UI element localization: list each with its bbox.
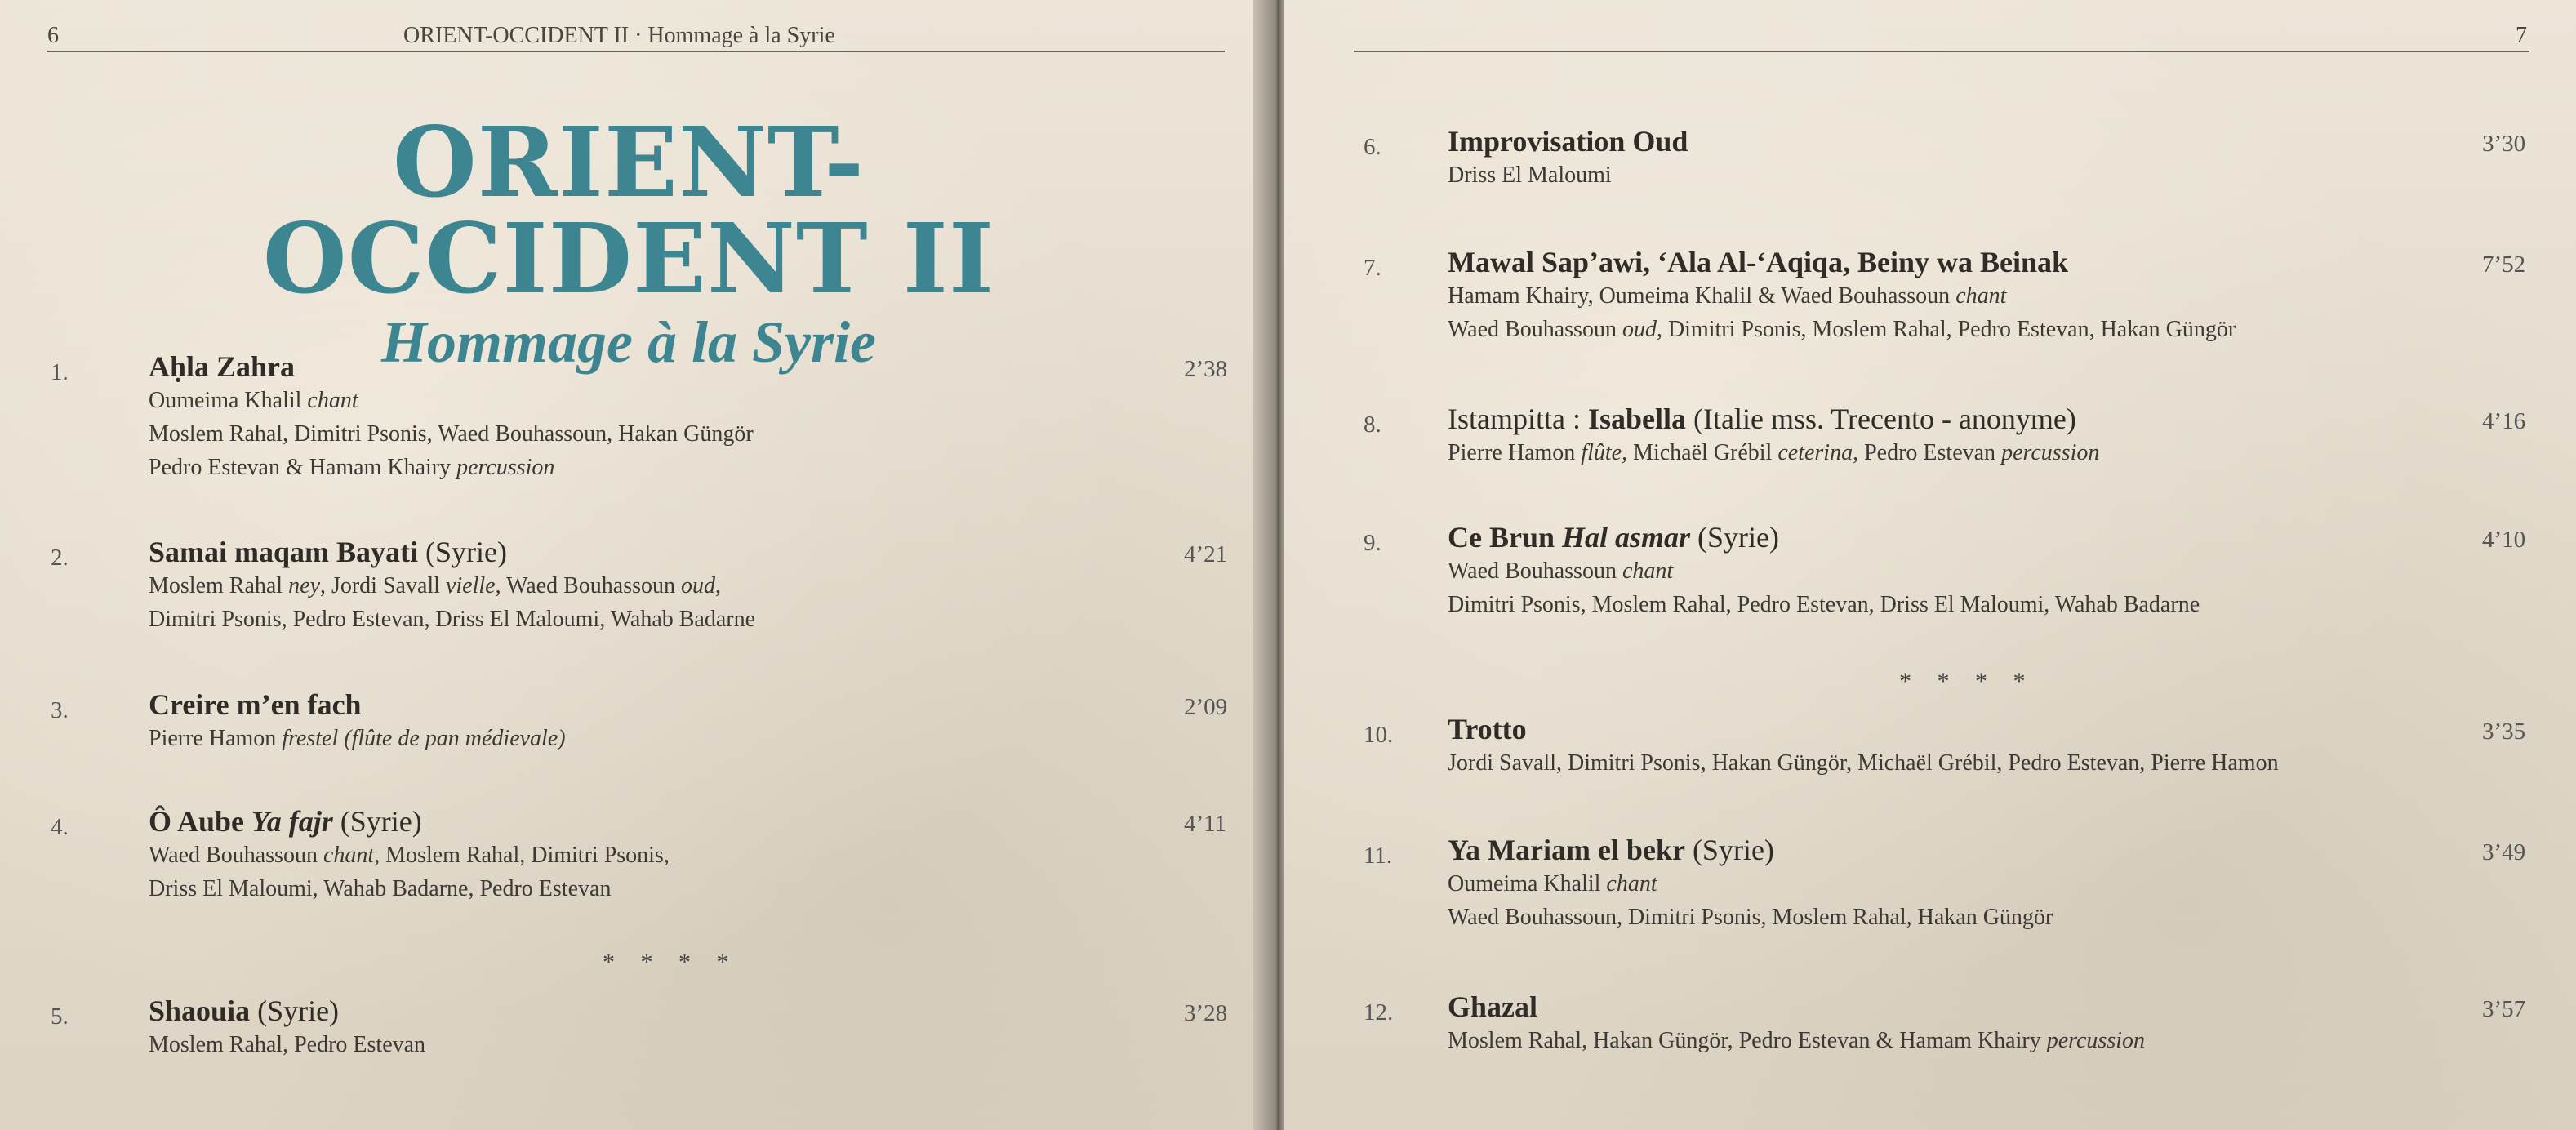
track-number: 8. (1364, 412, 1381, 438)
track-credits (1448, 746, 2279, 780)
instrument-label: percussion (2046, 1028, 2146, 1053)
credit-line (1448, 313, 2236, 346)
track-credits (149, 384, 754, 484)
track-duration: 3’30 (2482, 131, 2526, 157)
performer-text: Moslem Rahal, Pedro Estevan (149, 1032, 426, 1057)
title-segment: Aḥla Zahra (149, 350, 296, 383)
track-number: 2. (51, 545, 69, 571)
performer-text: , Dimitri Psonis, Moslem Rahal, Pedro Estevan, Hakan Güngör (1656, 317, 2236, 342)
track-title (1448, 520, 2200, 554)
title-segment: Ghazal (1448, 990, 1538, 1023)
instrument-label: ney (288, 573, 320, 598)
album-subtitle: Hommage à la Syrie (381, 309, 876, 375)
performer-text: Driss El Maloumi, Wahab Badarne, Pedro Estevan (149, 876, 612, 901)
title-segment: Ya fajr (251, 805, 333, 838)
track-title (149, 804, 670, 839)
track-credits (1448, 279, 2236, 346)
track-number: 1. (51, 359, 69, 385)
instrument-label: percussion (456, 455, 555, 480)
track-duration: 4’10 (2482, 527, 2526, 553)
performer-text: Moslem Rahal, Hakan Güngör, Pedro Estevan & Hamam Khairy (1448, 1028, 2047, 1053)
track-title (149, 994, 425, 1028)
title-segment: Shaouia (149, 994, 251, 1027)
credit-line (149, 384, 754, 417)
track-duration: 4’21 (1184, 541, 1228, 567)
title-segment: Hal asmar (1562, 521, 1691, 554)
track-body (149, 994, 425, 1061)
instrument-label: oud (1622, 317, 1657, 342)
track-duration: 7’52 (2482, 251, 2526, 278)
instrument-label: chant (323, 843, 375, 868)
performer-text: Pedro Estevan (1858, 440, 2002, 465)
track-body (149, 535, 755, 636)
performer-text: Waed Bouhassoun (149, 843, 323, 868)
right-page (1284, 0, 2576, 1130)
track-number: 3. (51, 697, 69, 723)
track-credits (149, 839, 670, 905)
track-title (1448, 990, 2145, 1024)
performer-text: Jordi Savall, Dimitri Psonis, Hakan Güngör, Michaël Grébil, Pedro Estevan, Pierre Hamon (1448, 750, 2279, 776)
title-segment: Improvisation Oud (1448, 125, 1688, 158)
credit-line (1448, 901, 2053, 934)
performer-text: Pierre Hamon (149, 726, 283, 751)
title-segment: Mawal Sap’awi, ‘Ala Al-‘Aqiqa, Beiny wa Beinak (1448, 246, 2069, 278)
track-title (1448, 712, 2279, 746)
instrument-label: percussion (2001, 440, 2100, 465)
instrument-label: flûte, (1581, 440, 1628, 465)
header-rule (47, 51, 1225, 52)
performer-text: Moslem Rahal (149, 573, 289, 598)
title-segment: Istampitta : (1448, 403, 1588, 435)
instrument-label: chant (1955, 283, 2007, 309)
track-credits (149, 569, 755, 636)
track-number: 9. (1364, 530, 1381, 556)
track-number: 4. (51, 814, 69, 840)
title-segment: Ya Mariam el bekr (1448, 834, 1685, 866)
track-title (149, 535, 755, 569)
album-title: ORIENT-OCCIDENT II (262, 105, 995, 315)
track-body (1448, 124, 1688, 192)
title-segment: Ce Brun (1448, 521, 1563, 554)
credit-line (149, 872, 670, 905)
instrument-label: ceterina, (1777, 440, 1859, 465)
track-credits (1448, 867, 2053, 934)
track-credits (149, 1028, 425, 1061)
credit-line (149, 451, 754, 484)
track-duration: 3’35 (2482, 718, 2526, 745)
track-body (1448, 520, 2200, 621)
track-title (149, 349, 754, 384)
performer-text: Dimitri Psonis, Moslem Rahal, Pedro Estevan, Driss El Maloumi, Wahab Badarne (1448, 592, 2200, 617)
performer-text: Michaël Grébil (1627, 440, 1778, 465)
instrument-label: chant (1606, 871, 1657, 896)
title-segment: (Syrie) (332, 805, 422, 838)
running-head: ORIENT-OCCIDENT II · Hommage à la Syrie (403, 23, 835, 48)
track-body (1448, 712, 2279, 780)
performer-text: Waed Bouhassoun (1448, 317, 1622, 342)
instrument-label: oud (681, 573, 716, 598)
track-duration: 3’49 (2482, 839, 2526, 865)
credit-line (1448, 436, 2099, 469)
track-credits (1448, 554, 2200, 621)
track-title (1448, 402, 2099, 436)
title-segment: (Italie mss. Trecento - anonyme) (1686, 403, 2076, 435)
track-number: 7. (1364, 255, 1381, 281)
performer-text: Pierre Hamon (1448, 440, 1582, 465)
track-number: 11. (1364, 843, 1393, 869)
track-title (1448, 833, 2053, 867)
track-credits (1448, 436, 2099, 469)
track-number: 5. (51, 1003, 69, 1030)
performer-text: Hamam Khairy, Oumeima Khalil & Waed Bouhassoun (1448, 283, 1956, 309)
credit-line (1448, 279, 2236, 313)
track-credits (149, 722, 566, 755)
track-title (1448, 245, 2236, 279)
track-body (1448, 833, 2053, 934)
credit-line (1448, 867, 2053, 901)
page-number: 7 (2516, 23, 2527, 48)
track-title (1448, 124, 1688, 158)
left-page (0, 0, 1270, 1130)
track-body (1448, 402, 2099, 469)
title-block (196, 105, 1061, 375)
credit-line (149, 417, 754, 451)
track-body (149, 804, 670, 905)
title-segment: Trotto (1448, 713, 1527, 745)
title-segment: Creire m’en fach (149, 688, 362, 721)
credit-line (149, 603, 755, 636)
title-segment: Isabella (1587, 403, 1686, 435)
performer-text: Driss El Maloumi (1448, 162, 1612, 188)
credit-line (149, 839, 670, 872)
track-duration: 3’57 (2482, 996, 2526, 1022)
page-number: 6 (47, 23, 59, 48)
track-duration: 2’38 (1184, 356, 1228, 382)
credit-line (1448, 746, 2279, 780)
instrument-label: vielle (445, 573, 496, 598)
title-segment: Ô Aube (149, 805, 252, 838)
instrument-label: chant (307, 388, 358, 413)
title-segment: (Syrie) (1690, 521, 1780, 554)
track-body (1448, 990, 2145, 1057)
instrument-label: frestel (flûte de pan médievale) (282, 726, 566, 751)
track-duration: 3’28 (1184, 1000, 1228, 1026)
performer-text: , Jordi Savall (319, 573, 446, 598)
track-body (149, 687, 566, 755)
performer-text: Waed Bouhassoun, Dimitri Psonis, Moslem Rahal, Hakan Güngör (1448, 905, 2053, 930)
title-segment: (Syrie) (418, 536, 507, 568)
section-separator: * * * * (1899, 668, 2035, 695)
performer-text: Waed Bouhassoun (1448, 558, 1622, 584)
section-separator: * * * * (603, 949, 739, 976)
performer-text: , (715, 573, 722, 598)
track-title (149, 687, 566, 722)
performer-text: Pedro Estevan & Hamam Khairy (149, 455, 457, 480)
track-number: 12. (1364, 999, 1394, 1025)
instrument-label: chant (1622, 558, 1674, 584)
performer-text: Moslem Rahal, Dimitri Psonis, Waed Bouhassoun, Hakan Güngör (149, 421, 754, 447)
performer-text: , Waed Bouhassoun (495, 573, 682, 598)
track-body (149, 349, 754, 484)
track-number: 10. (1364, 722, 1394, 748)
performer-text: Oumeima Khalil (1448, 871, 1607, 896)
title-segment: (Syrie) (1684, 834, 1774, 866)
title-segment: Samai maqam Bayati (149, 536, 419, 568)
credit-line (1448, 1024, 2145, 1057)
track-duration: 2’09 (1184, 694, 1228, 720)
credit-line (1448, 158, 1688, 192)
credit-line (1448, 588, 2200, 621)
credit-line (149, 569, 755, 603)
track-credits (1448, 158, 1688, 192)
performer-text: , Moslem Rahal, Dimitri Psonis, (374, 843, 670, 868)
credit-line (1448, 554, 2200, 588)
header-rule (1354, 51, 2529, 52)
credit-line (149, 1028, 425, 1061)
credit-line (149, 722, 566, 755)
performer-text: Dimitri Psonis, Pedro Estevan, Driss El Maloumi, Wahab Badarne (149, 607, 756, 632)
track-number: 6. (1364, 134, 1381, 160)
track-body (1448, 245, 2236, 346)
track-duration: 4’16 (2482, 408, 2526, 434)
performer-text: Oumeima Khalil (149, 388, 308, 413)
track-duration: 4’11 (1184, 811, 1227, 837)
track-credits (1448, 1024, 2145, 1057)
title-segment: (Syrie) (250, 994, 340, 1027)
